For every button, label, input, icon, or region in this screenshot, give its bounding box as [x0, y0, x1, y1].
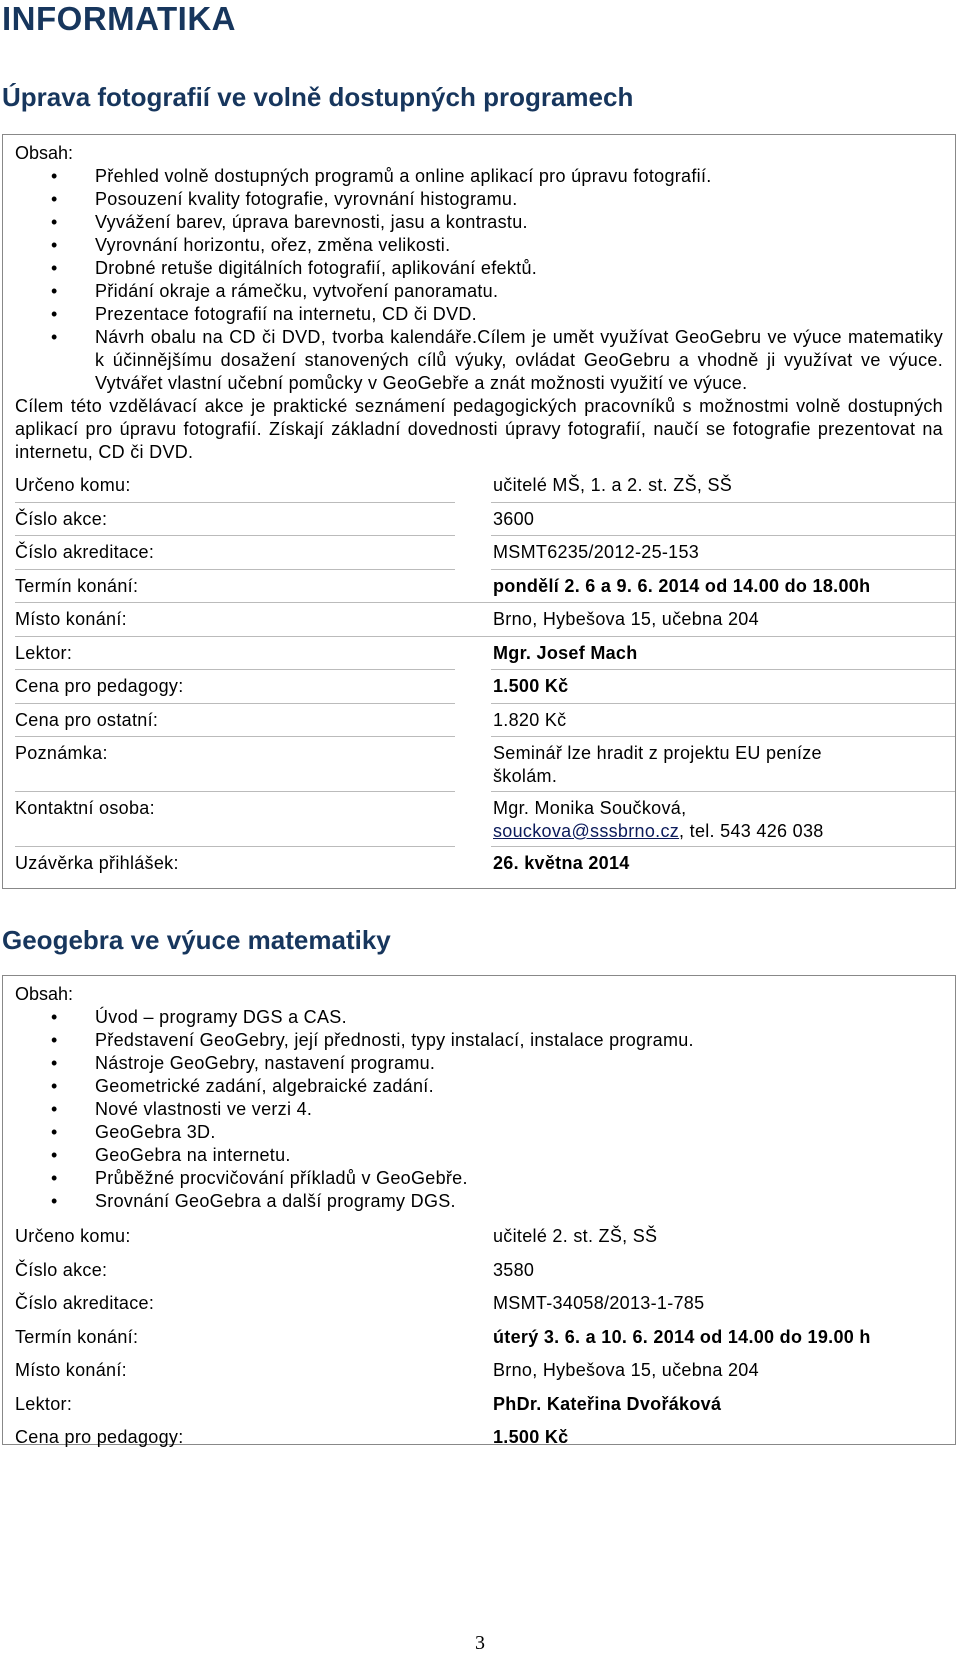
divider — [15, 636, 955, 637]
list-item: • Srovnání GeoGebra a další programy DGS. — [15, 1190, 943, 1213]
table-row — [15, 541, 943, 565]
misto-label: Místo konání: — [15, 1360, 127, 1380]
divider — [15, 569, 455, 570]
list-item: • Přidání okraje a rámečku, vytvoření panoramatu. — [15, 280, 943, 303]
misto-value: Brno, Hybešova 15, učebna 204 — [493, 1360, 759, 1380]
list-item: • Prezentace fotografií na internetu, CD či DVD. — [15, 303, 943, 326]
table-row — [15, 1259, 943, 1283]
email-link[interactable]: souckova@sssbrno.cz — [493, 821, 680, 841]
divider — [491, 669, 955, 670]
uzaverka-value: 26. května 2014 — [493, 853, 630, 873]
course2-title: Geogebra ve výuce matematiky — [2, 925, 391, 955]
divider — [491, 703, 955, 704]
table-row — [15, 1426, 943, 1450]
divider — [491, 736, 955, 737]
table-row — [15, 797, 943, 845]
list-item: • Úvod – programy DGS a CAS. — [15, 1006, 943, 1029]
kontakt-label: Kontaktní osoba: — [15, 798, 155, 818]
course1-obsah-label: Obsah: — [15, 143, 74, 163]
list-item: • Posouzení kvality fotografie, vyrovnání histogramu. — [15, 188, 943, 211]
table-row — [15, 1326, 943, 1350]
list-item: • Představení GeoGebry, její přednosti, typy instalací, instalace programu. — [15, 1029, 943, 1052]
divider — [491, 502, 955, 503]
akreditace-label: Číslo akreditace: — [15, 1293, 155, 1313]
course1-goal: Cílem této vzdělávací akce je praktické seznámení pedagogických pracovníků s možnostmi volně dostupných aplikací pro úpravu fotografií. Získají základní dovednosti úpravy fotografií, naučí se fotografie prezentovat na internetu, CD či DVD. — [15, 396, 943, 462]
course2-obsah-label: Obsah: — [15, 984, 74, 1004]
poznamka-line-1: Seminář lze hradit z projektu EU peníze — [493, 743, 822, 763]
urceno-label: Určeno komu: — [15, 1226, 131, 1246]
table-row — [15, 474, 943, 498]
poznamka-label: Poznámka: — [15, 743, 108, 763]
urceno-value: učitelé 2. st. ZŠ, SŠ — [493, 1226, 658, 1246]
divider — [491, 569, 955, 570]
poznamka-value — [493, 742, 943, 788]
list-item: • Drobné retuše digitálních fotografií, aplikování efektů. — [15, 257, 943, 280]
list-item: • Nové vlastnosti ve verzi 4. — [15, 1098, 943, 1121]
divider — [15, 736, 455, 737]
table-row — [15, 675, 943, 699]
uzaverka-label: Uzávěrka přihlášek: — [15, 853, 179, 873]
termin-label: Termín konání: — [15, 1327, 139, 1347]
misto-value: Brno, Hybešova 15, učebna 204 — [493, 609, 759, 629]
course1-box — [2, 134, 956, 889]
divider — [15, 846, 455, 847]
kontakt-name: Mgr. Monika Součková, — [493, 798, 687, 818]
list-item: • Vyrovnání horizontu, ořez, změna velikosti. — [15, 234, 943, 257]
divider — [15, 703, 455, 704]
akreditace-value: MSMT-34058/2013-1-785 — [493, 1293, 705, 1313]
kontakt-value — [493, 797, 943, 843]
cena-ped-value: 1.500 Kč — [493, 676, 569, 696]
lektor-label: Lektor: — [15, 1394, 73, 1414]
cena-ped-label: Cena pro pedagogy: — [15, 1427, 184, 1447]
course1-bullet-list — [15, 165, 943, 395]
table-row — [15, 1393, 943, 1417]
table-row — [15, 1359, 943, 1383]
course2-bullet-list — [15, 1006, 943, 1213]
urceno-label: Určeno komu: — [15, 475, 131, 495]
cislo-value: 3600 — [493, 509, 535, 529]
divider — [491, 791, 955, 792]
table-row — [15, 575, 943, 599]
lektor-value: PhDr. Kateřina Dvořáková — [493, 1394, 722, 1414]
divider — [15, 535, 455, 536]
course1-title: Úprava fotografií ve volně dostupných programech — [2, 82, 634, 112]
divider — [491, 846, 955, 847]
table-row — [15, 1292, 943, 1316]
course2-box — [2, 975, 956, 1445]
cislo-label: Číslo akce: — [15, 509, 108, 529]
cena-ped-value: 1.500 Kč — [493, 1427, 569, 1447]
cislo-label: Číslo akce: — [15, 1260, 108, 1280]
kontakt-phone: , tel. 543 426 038 — [679, 821, 824, 841]
urceno-value: učitelé MŠ, 1. a 2. st. ZŠ, SŠ — [493, 475, 733, 495]
misto-label: Místo konání: — [15, 609, 127, 629]
table-row — [15, 608, 943, 632]
table-row — [15, 508, 943, 532]
cena-ost-label: Cena pro ostatní: — [15, 710, 159, 730]
lektor-value: Mgr. Josef Mach — [493, 643, 638, 663]
table-row — [15, 852, 943, 876]
divider — [15, 791, 455, 792]
akreditace-value: MSMT6235/2012-25-153 — [493, 542, 700, 562]
table-row — [15, 742, 943, 790]
list-item: • GeoGebra 3D. — [15, 1121, 943, 1144]
poznamka-line-2: školám. — [493, 766, 558, 786]
list-item: • Nástroje GeoGebry, nastavení programu. — [15, 1052, 943, 1075]
termin-value: úterý 3. 6. a 10. 6. 2014 od 14.00 do 19.00 h — [493, 1327, 871, 1347]
course2-info-table — [15, 1225, 943, 1455]
divider — [15, 669, 455, 670]
cislo-value: 3580 — [493, 1260, 535, 1280]
table-row — [15, 642, 943, 666]
list-item: • Průběžné procvičování příkladů v GeoGebře. — [15, 1167, 943, 1190]
divider — [491, 535, 955, 536]
divider — [15, 602, 955, 603]
list-item: • Návrh obalu na CD či DVD, tvorba kalendáře.Cílem je umět využívat GeoGebru ve výuce matematiky k účinnějšímu dosažení stanovených cílů výuky, ovládat GeoGebru a vhodně ji využívat ve výuce. Vytvářet vlastní učební pomůcky v GeoGebře a znát možnosti využití ve výuce. — [15, 326, 943, 395]
cena-ped-label: Cena pro pedagogy: — [15, 676, 184, 696]
termin-value: pondělí 2. 6 a 9. 6. 2014 od 14.00 do 18.00h — [493, 576, 871, 596]
page-number: 3 — [475, 1632, 485, 1654]
course1-info-table — [15, 474, 943, 894]
termin-label: Termín konání: — [15, 576, 139, 596]
table-row — [15, 709, 943, 733]
list-item: • Geometrické zadání, algebraické zadání. — [15, 1075, 943, 1098]
akreditace-label: Číslo akreditace: — [15, 542, 155, 562]
table-row — [15, 1225, 943, 1249]
page-title: INFORMATIKA — [2, 0, 237, 37]
lektor-label: Lektor: — [15, 643, 73, 663]
list-item: • Přehled volně dostupných programů a online aplikací pro úpravu fotografií. — [15, 165, 943, 188]
list-item: • Vyvážení barev, úprava barevnosti, jasu a kontrastu. — [15, 211, 943, 234]
cena-ost-value: 1.820 Kč — [493, 710, 567, 730]
list-item: • GeoGebra na internetu. — [15, 1144, 943, 1167]
divider — [15, 502, 455, 503]
